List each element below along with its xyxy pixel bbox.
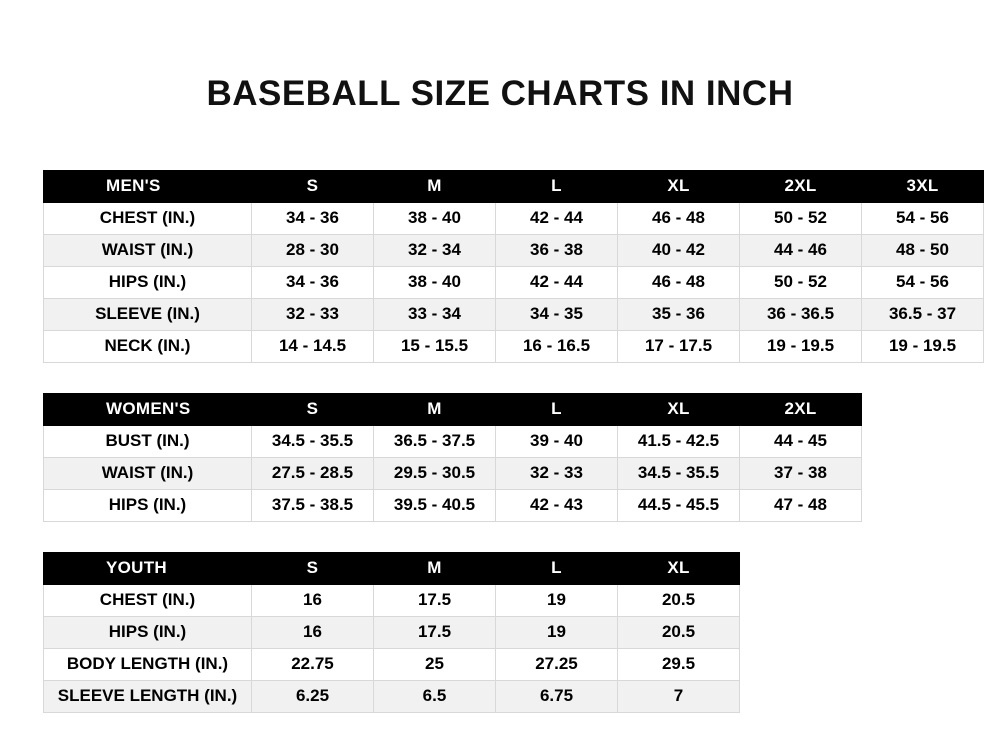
table-row bbox=[44, 234, 984, 266]
cell: 34 - 36 bbox=[252, 202, 374, 234]
mens-col-l: L bbox=[496, 170, 618, 202]
cell: 39.5 - 40.5 bbox=[374, 489, 496, 521]
table-row bbox=[44, 489, 862, 521]
youth-col-l: L bbox=[496, 552, 618, 584]
row-label: HIPS (IN.) bbox=[44, 266, 252, 298]
mens-table-body bbox=[44, 202, 984, 362]
table-row bbox=[44, 616, 740, 648]
cell: 38 - 40 bbox=[374, 266, 496, 298]
womens-col-2xl: 2XL bbox=[740, 393, 862, 425]
cell: 34.5 - 35.5 bbox=[618, 457, 740, 489]
mens-header-label: MEN'S bbox=[44, 170, 252, 202]
row-label: WAIST (IN.) bbox=[44, 457, 252, 489]
cell: 34 - 35 bbox=[496, 298, 618, 330]
mens-col-2xl: 2XL bbox=[740, 170, 862, 202]
cell: 46 - 48 bbox=[618, 266, 740, 298]
cell: 41.5 - 42.5 bbox=[618, 425, 740, 457]
youth-table-header bbox=[44, 552, 740, 584]
womens-table-header bbox=[44, 393, 862, 425]
cell: 28 - 30 bbox=[252, 234, 374, 266]
table-header-row bbox=[44, 393, 862, 425]
cell: 27.5 - 28.5 bbox=[252, 457, 374, 489]
cell: 16 - 16.5 bbox=[496, 330, 618, 362]
womens-size-table bbox=[43, 393, 862, 522]
cell: 38 - 40 bbox=[374, 202, 496, 234]
cell: 19 - 19.5 bbox=[862, 330, 984, 362]
cell: 25 bbox=[374, 648, 496, 680]
cell: 47 - 48 bbox=[740, 489, 862, 521]
mens-col-m: M bbox=[374, 170, 496, 202]
cell: 20.5 bbox=[618, 616, 740, 648]
row-label: BUST (IN.) bbox=[44, 425, 252, 457]
cell: 44.5 - 45.5 bbox=[618, 489, 740, 521]
table-row bbox=[44, 298, 984, 330]
row-label: NECK (IN.) bbox=[44, 330, 252, 362]
cell: 33 - 34 bbox=[374, 298, 496, 330]
page-title: BASEBALL SIZE CHARTS IN INCH bbox=[206, 74, 794, 113]
cell: 19 - 19.5 bbox=[740, 330, 862, 362]
cell: 34 - 36 bbox=[252, 266, 374, 298]
row-label: HIPS (IN.) bbox=[44, 489, 252, 521]
cell: 44 - 45 bbox=[740, 425, 862, 457]
row-label: SLEEVE (IN.) bbox=[44, 298, 252, 330]
table-row bbox=[44, 584, 740, 616]
cell: 36 - 38 bbox=[496, 234, 618, 266]
cell: 37.5 - 38.5 bbox=[252, 489, 374, 521]
cell: 22.75 bbox=[252, 648, 374, 680]
mens-size-table bbox=[43, 170, 984, 363]
cell: 14 - 14.5 bbox=[252, 330, 374, 362]
cell: 37 - 38 bbox=[740, 457, 862, 489]
row-label: CHEST (IN.) bbox=[44, 584, 252, 616]
cell: 32 - 33 bbox=[252, 298, 374, 330]
cell: 19 bbox=[496, 584, 618, 616]
youth-col-xl: XL bbox=[618, 552, 740, 584]
table-row bbox=[44, 457, 862, 489]
cell: 42 - 44 bbox=[496, 202, 618, 234]
cell: 54 - 56 bbox=[862, 266, 984, 298]
mens-table-header bbox=[44, 170, 984, 202]
row-label: CHEST (IN.) bbox=[44, 202, 252, 234]
table-row bbox=[44, 648, 740, 680]
table-row bbox=[44, 425, 862, 457]
cell: 19 bbox=[496, 616, 618, 648]
cell: 36 - 36.5 bbox=[740, 298, 862, 330]
table-row bbox=[44, 266, 984, 298]
cell: 36.5 - 37 bbox=[862, 298, 984, 330]
youth-table-wrap bbox=[43, 552, 1000, 713]
cell: 50 - 52 bbox=[740, 266, 862, 298]
mens-col-xl: XL bbox=[618, 170, 740, 202]
cell: 17 - 17.5 bbox=[618, 330, 740, 362]
cell: 35 - 36 bbox=[618, 298, 740, 330]
youth-table-body bbox=[44, 584, 740, 712]
cell: 16 bbox=[252, 616, 374, 648]
cell: 27.25 bbox=[496, 648, 618, 680]
cell: 44 - 46 bbox=[740, 234, 862, 266]
row-label: HIPS (IN.) bbox=[44, 616, 252, 648]
size-tables-container bbox=[0, 170, 1000, 713]
cell: 6.5 bbox=[374, 680, 496, 712]
mens-table-wrap bbox=[43, 170, 1000, 363]
cell: 40 - 42 bbox=[618, 234, 740, 266]
cell: 17.5 bbox=[374, 584, 496, 616]
womens-table-wrap bbox=[43, 393, 1000, 522]
table-header-row bbox=[44, 552, 740, 584]
cell: 42 - 44 bbox=[496, 266, 618, 298]
cell: 29.5 bbox=[618, 648, 740, 680]
cell: 17.5 bbox=[374, 616, 496, 648]
row-label: BODY LENGTH (IN.) bbox=[44, 648, 252, 680]
row-label: WAIST (IN.) bbox=[44, 234, 252, 266]
table-row bbox=[44, 330, 984, 362]
cell: 39 - 40 bbox=[496, 425, 618, 457]
cell: 50 - 52 bbox=[740, 202, 862, 234]
womens-col-xl: XL bbox=[618, 393, 740, 425]
womens-col-s: S bbox=[252, 393, 374, 425]
cell: 15 - 15.5 bbox=[374, 330, 496, 362]
cell: 32 - 34 bbox=[374, 234, 496, 266]
womens-table-body bbox=[44, 425, 862, 521]
youth-size-table bbox=[43, 552, 740, 713]
mens-col-s: S bbox=[252, 170, 374, 202]
womens-header-label: WOMEN'S bbox=[44, 393, 252, 425]
cell: 34.5 - 35.5 bbox=[252, 425, 374, 457]
cell: 6.25 bbox=[252, 680, 374, 712]
cell: 16 bbox=[252, 584, 374, 616]
table-row bbox=[44, 202, 984, 234]
womens-col-m: M bbox=[374, 393, 496, 425]
womens-col-l: L bbox=[496, 393, 618, 425]
cell: 32 - 33 bbox=[496, 457, 618, 489]
cell: 36.5 - 37.5 bbox=[374, 425, 496, 457]
cell: 7 bbox=[618, 680, 740, 712]
cell: 29.5 - 30.5 bbox=[374, 457, 496, 489]
table-row bbox=[44, 680, 740, 712]
cell: 46 - 48 bbox=[618, 202, 740, 234]
table-header-row bbox=[44, 170, 984, 202]
youth-header-label: YOUTH bbox=[44, 552, 252, 584]
cell: 48 - 50 bbox=[862, 234, 984, 266]
youth-col-s: S bbox=[252, 552, 374, 584]
cell: 6.75 bbox=[496, 680, 618, 712]
youth-col-m: M bbox=[374, 552, 496, 584]
cell: 20.5 bbox=[618, 584, 740, 616]
cell: 54 - 56 bbox=[862, 202, 984, 234]
cell: 42 - 43 bbox=[496, 489, 618, 521]
mens-col-3xl: 3XL bbox=[862, 170, 984, 202]
row-label: SLEEVE LENGTH (IN.) bbox=[44, 680, 252, 712]
